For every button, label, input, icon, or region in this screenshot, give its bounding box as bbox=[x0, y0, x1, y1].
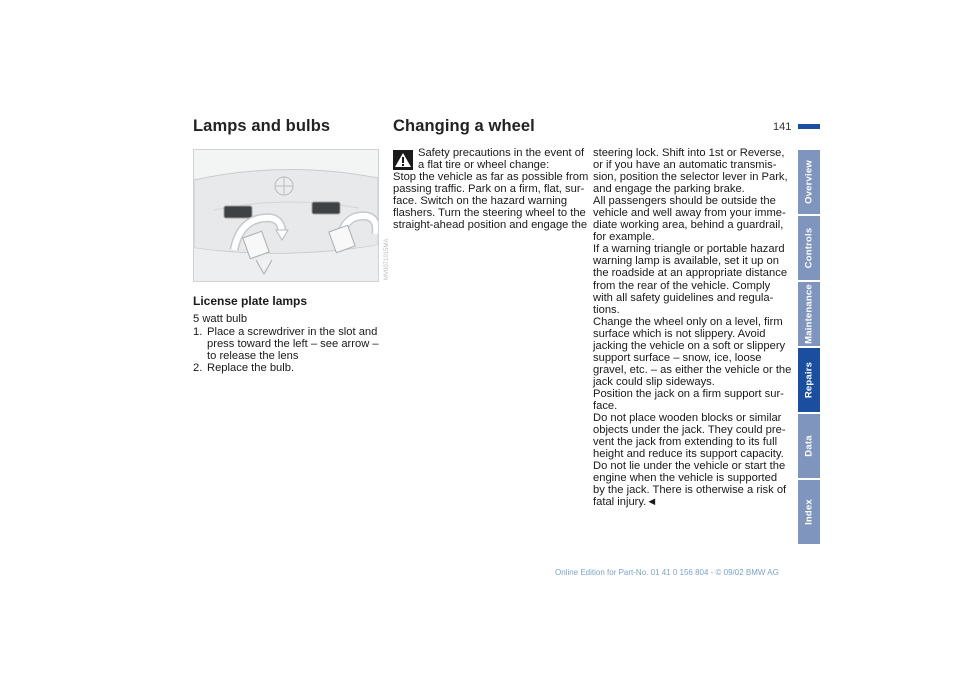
text-line: Do not place wooden blocks or similar bbox=[593, 412, 782, 425]
tab-label: Overview bbox=[803, 160, 815, 204]
text-line: gravel, etc. – as either the vehicle or the bbox=[593, 363, 792, 376]
step-text: Place a screwdriver in the slot and press toward the left – see arrow – to release the lens bbox=[207, 326, 379, 363]
figure-code: MV0071015MA bbox=[384, 238, 390, 280]
section-heading-lamps: Lamps and bulbs bbox=[193, 117, 331, 135]
text-line: vehicle and well away from your imme- bbox=[593, 207, 786, 220]
text-line: passing traffic. Park on a firm, flat, sur- bbox=[393, 183, 585, 196]
step-1 bbox=[193, 326, 389, 362]
license-plate-illustration bbox=[194, 150, 378, 281]
warning-line-2: a flat tire or wheel change: bbox=[418, 159, 550, 172]
text-line: and engage the parking brake. bbox=[593, 183, 745, 196]
text-line: support surface – snow, ice, loose bbox=[593, 351, 762, 364]
text-line: surface which is not slippery. Avoid bbox=[593, 327, 766, 340]
text-line: vent the jack from extending to its full bbox=[593, 436, 778, 449]
text-line: height and reduce its support capacity. bbox=[593, 448, 784, 461]
warning-triangle-icon bbox=[393, 150, 413, 170]
license-plate-lamp-figure bbox=[193, 149, 379, 282]
tab-controls[interactable] bbox=[798, 216, 820, 280]
section-heading-changing-wheel: Changing a wheel bbox=[393, 117, 535, 135]
text-line: Position the jack on a firm support sur- bbox=[593, 387, 784, 400]
step-number: 1. bbox=[193, 326, 203, 338]
footer-edition: Online Edition for Part-No. 01 41 0 156 804 - © 09/02 BMW AG bbox=[555, 568, 779, 577]
step-text: Replace the bulb. bbox=[207, 362, 295, 375]
step-2 bbox=[193, 362, 389, 374]
text-line: jack could slip sideways. bbox=[593, 375, 715, 388]
tab-label: Controls bbox=[803, 227, 815, 269]
warning-icon bbox=[393, 150, 413, 170]
page-marker bbox=[798, 124, 820, 129]
text-line: by the jack. There is otherwise a risk of bbox=[593, 484, 787, 497]
tab-repairs[interactable] bbox=[798, 348, 820, 412]
text-line: diate working area, behind a guardrail, bbox=[593, 219, 784, 232]
middle-body bbox=[393, 171, 589, 231]
text-line: face. bbox=[593, 399, 618, 412]
tab-data[interactable] bbox=[798, 414, 820, 478]
text-line: the roadside at an appropriate distance bbox=[593, 267, 788, 280]
tab-label: Repairs bbox=[803, 361, 815, 399]
text-line: straight-ahead position and engage the bbox=[393, 219, 588, 232]
page-number: 141 bbox=[773, 121, 792, 133]
bulb-spec: 5 watt bulb bbox=[193, 313, 248, 325]
tab-label: Data bbox=[803, 435, 815, 457]
text-line: with all safety guidelines and regula- bbox=[593, 291, 774, 304]
warning-intro bbox=[418, 147, 588, 171]
warning-line-1: Safety precautions in the event of bbox=[418, 147, 585, 159]
text-line: Change the wheel only on a level, firm bbox=[593, 315, 783, 328]
text-line: flashers. Turn the steering wheel to the bbox=[393, 207, 586, 220]
text-line: If a warning triangle or portable hazard bbox=[593, 243, 785, 256]
text-line: or if you have an automatic transmis- bbox=[593, 159, 777, 172]
text-line: warning lamp is available, set it up on bbox=[593, 255, 779, 268]
text-line: fatal injury.◄ bbox=[593, 496, 658, 509]
text-line: sion, position the selector lever in Park, bbox=[593, 171, 788, 184]
tab-label: Maintenance bbox=[803, 284, 815, 344]
text-line: from the rear of the vehicle. Comply bbox=[593, 279, 771, 292]
tab-maintenance[interactable] bbox=[798, 282, 820, 346]
subheading-license-plate-lamps: License plate lamps bbox=[193, 294, 308, 308]
text-line: steering lock. Shift into 1st or Reverse, bbox=[593, 147, 785, 159]
text-line: jacking the vehicle on a soft or slippery bbox=[593, 339, 786, 352]
right-body bbox=[593, 147, 793, 508]
text-line: Do not lie under the vehicle or start the bbox=[593, 460, 786, 473]
tab-overview[interactable] bbox=[798, 150, 820, 214]
text-line: All passengers should be outside the bbox=[593, 195, 776, 208]
text-line: engine when the vehicle is supported bbox=[593, 472, 778, 485]
text-line: objects under the jack. They could pre- bbox=[593, 424, 786, 437]
tab-index[interactable] bbox=[798, 480, 820, 544]
tab-label: Index bbox=[803, 499, 815, 525]
text-line: for example. bbox=[593, 231, 655, 244]
text-line: Stop the vehicle as far as possible from bbox=[393, 171, 589, 183]
text-line: tions. bbox=[593, 303, 620, 316]
steps-list bbox=[193, 326, 389, 374]
text-line: face. Switch on the hazard warning bbox=[393, 195, 568, 208]
step-number: 2. bbox=[193, 362, 203, 375]
